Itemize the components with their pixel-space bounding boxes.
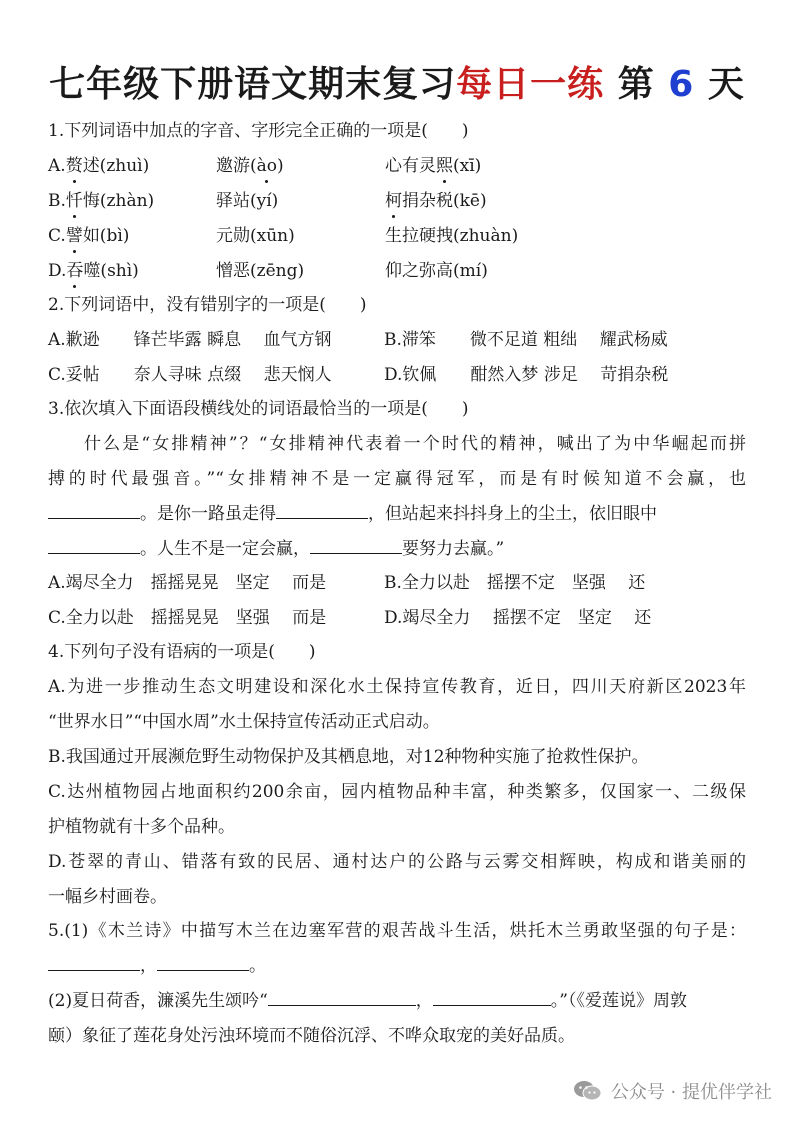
watermark xyxy=(573,1078,772,1104)
q4-option-b: B.我国通过开展濒危野生动物保护及其栖息地，对12种物种实施了抢救性保护。 xyxy=(48,747,649,767)
q2-option-c: C.妥帖 奈人寻味 点缀 悲天悯人 xyxy=(48,365,332,385)
q3-paragraph-line1: 什么是“女排精神”？“女排精神代表着一个时代的精神，喊出了为中华崛起而拼 xyxy=(84,434,746,454)
q1-option-c: C.譬如(bì) xyxy=(48,226,130,246)
q4-option-a-line1: A.为进一步推动生态文明建设和深化水土保持宣传教育，近日，四川天府新区2023年 xyxy=(48,677,746,697)
q3-option-d: D.竭尽全力 摇摆不定 坚定 还 xyxy=(384,608,652,628)
q3-paragraph-line2: 搏的时代最强音。”“女排精神不是一定赢得冠军，而是有时候知道不会赢，也 xyxy=(48,469,746,489)
q1-option-b-3: 柯捐杂税(kē) xyxy=(385,191,487,211)
q1-option-d-2: 憎恶(zēng) xyxy=(216,261,305,281)
q1-option-c-3: 生拉硬拽(zhuàn) xyxy=(385,226,519,246)
q3-stem: 3.依次填入下面语段横线处的词语最恰当的一项是( ) xyxy=(48,399,469,419)
title-day-suffix: 天 xyxy=(694,64,745,105)
q3-paragraph-line3: 。是你一路虽走得 ，但站起来抖抖身上的尘土，依旧眼中 xyxy=(48,503,657,525)
watermark-text: 公众号 · 提优伴学社 xyxy=(610,1082,772,1103)
q2-stem: 2.下列词语中，没有错别字的一项是( ) xyxy=(48,295,367,315)
blank-5 xyxy=(48,956,140,971)
q5-part2-line1: (2)夏日荷香，濂溪先生颂吟“ ， 。”（《爱莲说》周敦 xyxy=(48,991,687,1011)
q3-option-b: B.全力以赴 摇摆不定 坚强 还 xyxy=(384,573,646,593)
q3-paragraph-line4: 。人生不是一定会赢， 要努力去赢。” xyxy=(48,538,504,560)
q3-option-a: A.竭尽全力 摇摇晃晃 坚定 而是 xyxy=(48,573,327,593)
blank-6 xyxy=(157,956,249,971)
q1-option-b: B.忏悔(zhàn) xyxy=(48,191,155,211)
q1-option-a: A.赘述(zhuì) xyxy=(48,156,150,176)
blank-1 xyxy=(48,504,140,519)
q1-option-c-2: 元勋(xūn) xyxy=(216,226,295,246)
q4-option-c-line1: C.达州植物园占地面积约200余亩，园内植物品种丰富，种类繁多，仅国家一、二级保 xyxy=(48,782,746,802)
q2-option-b: B.滞笨 微不足道 粗绌 耀武杨威 xyxy=(384,330,668,350)
q2-option-a: A.歉逊 锋芒毕露 瞬息 血气方钢 xyxy=(48,330,332,350)
q4-option-c-line2: 护植物就有十多个品种。 xyxy=(48,817,235,837)
blank-3 xyxy=(48,539,140,554)
title-highlight: 每日一练 xyxy=(456,64,605,105)
title-day-prefix: 第 xyxy=(604,64,669,105)
q1-option-d-3: 仰之弥高(mí) xyxy=(385,261,488,281)
q4-option-d-line2: 一幅乡村画卷。 xyxy=(48,887,167,907)
title-main: 七年级下册语文期末复习 xyxy=(49,64,457,105)
q5-part1-line1: 5.(1)《木兰诗》中描写木兰在边塞军营的艰苦战斗生活，烘托木兰勇敢坚强的句子是： xyxy=(48,921,746,941)
q4-option-a-line2: “世界水日”“中国水周”水土保持宣传活动正式启动。 xyxy=(48,712,440,732)
q5-part2-line2: 颐）象征了莲花身处污浊环境而不随俗沉浮、不哗众取宠的美好品质。 xyxy=(48,1026,575,1046)
q4-stem: 4.下列句子没有语病的一项是( ) xyxy=(48,642,316,662)
blank-4 xyxy=(310,539,402,554)
wechat-icon xyxy=(573,1080,603,1102)
blank-2 xyxy=(276,504,368,519)
q2-option-d: D.钦佩 酣然入梦 涉足 苛捐杂税 xyxy=(384,365,669,385)
blank-8 xyxy=(433,991,551,1006)
page-title xyxy=(0,56,794,107)
q3-option-c: C.全力以赴 摇摇晃晃 坚强 而是 xyxy=(48,608,327,628)
q1-option-a-3: 心有灵熙(xī) xyxy=(385,156,482,176)
title-day-number: 6 xyxy=(668,64,695,105)
q1-option-b-2: 驿站(yí) xyxy=(216,191,279,211)
q1-stem: 1.下列词语中加点的字音、字形完全正确的一项是( ) xyxy=(48,121,469,141)
q5-part1-line2: ， 。 xyxy=(48,955,266,977)
q1-option-d: D.吞噬(shì) xyxy=(48,261,139,281)
q4-option-d-line1: D.苍翠的青山、错落有致的民居、通村达户的公路与云雾交相辉映，构成和谐美丽的 xyxy=(48,852,746,872)
blank-7 xyxy=(268,991,416,1006)
q1-option-a-2: 邀游(ào) xyxy=(216,156,284,176)
